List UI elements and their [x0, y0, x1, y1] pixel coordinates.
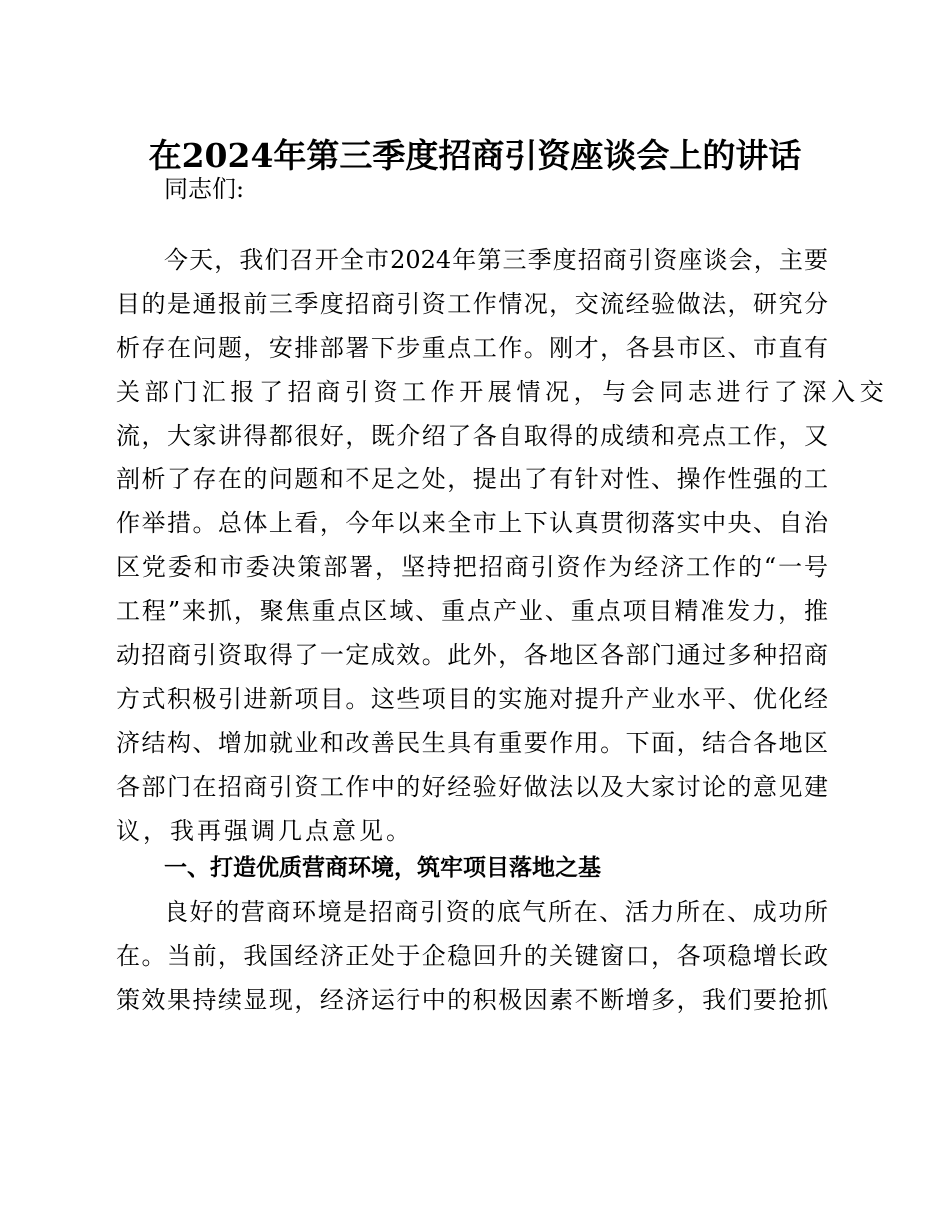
greeting-line: 同志们: [164, 175, 245, 203]
paragraph-line: 在。当前，我国经济正处于企稳回升的关键窗口，各项稳增长政 [116, 941, 828, 970]
paragraph-line: 各部门在招商引资工作中的好经验好做法以及大家讨论的意见建 [116, 772, 828, 801]
paragraph-line: 策效果持续显现，经济运行中的积极因素不断增多，我们要抢抓 [116, 985, 828, 1014]
paragraph-line: 区党委和市委决策部署，坚持把招商引资作为经济工作的“一号 [116, 553, 828, 582]
paragraph-line: 动招商引资取得了一定成效。此外，各地区各部门通过多种招商 [116, 641, 828, 670]
greeting [116, 168, 828, 212]
paragraph-line: 作举措。总体上看，今年以来全市上下认真贯彻落实中央、自治 [116, 509, 828, 538]
paragraph-line: 目的是通报前三季度招商引资工作情况，交流经验做法，研究分 [116, 289, 828, 318]
paragraph-line: 济结构、增加就业和改善民生具有重要作用。下面，结合各地区 [116, 728, 828, 757]
paragraph-line: 良好的营商环境是招商引资的底气所在、活力所在、成功所 [164, 898, 828, 926]
paragraph-line: 流，大家讲得都很好，既介绍了各自取得的成绩和亮点工作，又 [116, 421, 828, 450]
paragraph-line: 方式积极引进新项目。这些项目的实施对提升产业水平、优化经 [116, 684, 828, 713]
paragraph-line: 今天，我们召开全市2024年第三季度招商引资座谈会，主要 [164, 246, 828, 274]
paragraph-1 [116, 239, 889, 853]
section-heading: 一、打造优质营商环境，筑牢项目落地之基 [164, 855, 601, 881]
paragraph-line: 剖析了存在的问题和不足之处，提出了有针对性、操作性强的工 [116, 465, 828, 494]
paragraph-line: 议，我再强调几点意见。 [116, 816, 413, 845]
paragraph-line: 析存在问题，安排部署下步重点工作。刚才，各县市区、市直有 [116, 333, 828, 362]
paragraph-line: 关部门汇报了招商引资工作开展情况，与会同志进行了深入交 [116, 377, 889, 406]
paragraph-2 [116, 891, 828, 1023]
paragraph-line: 工程”来抓，聚焦重点区域、重点产业、重点项目精准发力，推 [116, 597, 828, 626]
page-title: 在2024年第三季度招商引资座谈会上的讲话 [148, 136, 802, 175]
